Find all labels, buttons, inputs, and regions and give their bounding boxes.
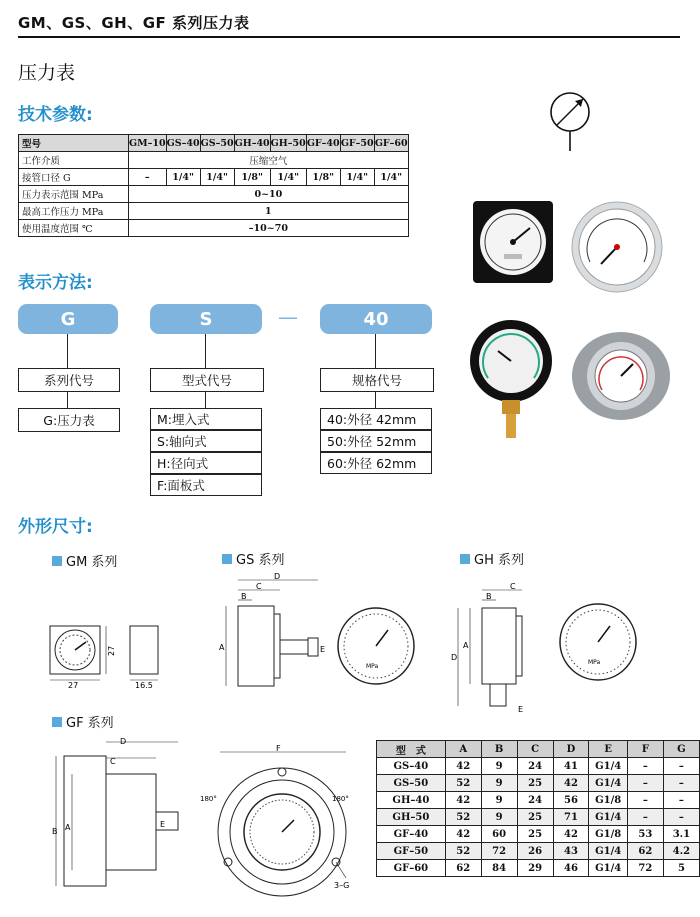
connector-line xyxy=(375,391,376,408)
dimension-label: B xyxy=(52,827,58,836)
notation-code-type: S xyxy=(150,304,262,334)
gm-height-label: 27 xyxy=(107,645,116,656)
dimension-label: E xyxy=(518,705,524,714)
dimension-table xyxy=(376,740,700,877)
pressure-gauge-symbol-icon xyxy=(545,85,605,155)
dimension-label: D xyxy=(274,572,281,581)
dimension-label: A xyxy=(219,643,225,652)
gs-series-label: GS 系列 xyxy=(222,549,284,568)
table-row: GS–40 42 9 24 41 G1/4 – – xyxy=(377,758,700,775)
series-code-item: G:压力表 xyxy=(18,408,120,432)
table-row: GS–50 52 9 25 42 G1/4 – – xyxy=(377,775,700,792)
gm-gauge-photo xyxy=(472,200,554,284)
dimension-label: 180° xyxy=(332,795,349,803)
table-row: GF–40 42 60 25 42 G1/8 53 3.1 xyxy=(377,826,700,843)
table-row: GF–60 62 84 29 46 G1/4 72 5 xyxy=(377,860,700,877)
type-code-item: M:埋入式 xyxy=(150,408,262,430)
dimension-label: B xyxy=(486,592,492,601)
gs-dimension-drawing xyxy=(216,572,416,702)
gm-series-label: GM 系列 xyxy=(52,551,117,570)
size-code-item: 60:外径 62mm xyxy=(320,452,432,474)
size-code-label: 规格代号 xyxy=(320,368,434,392)
spec-row-max-pressure: 最高工作压力 MPa 1 xyxy=(19,203,409,220)
section-heading-tech-params: 技术参数: xyxy=(18,105,93,125)
dimension-label: C xyxy=(510,582,516,591)
gf-side-dimension-drawing xyxy=(52,734,202,904)
dimension-label: 180° xyxy=(200,795,217,803)
marker-square-icon xyxy=(52,556,62,566)
notation-code-size: 40 xyxy=(320,304,432,334)
section-heading-dimensions: 外形尺寸: xyxy=(18,517,93,537)
dimension-label: E xyxy=(320,645,326,654)
type-code-item: F:面板式 xyxy=(150,474,262,496)
gm-width-label: 27 xyxy=(68,681,79,690)
spec-row-range: 压力表示范围 MPa 0~10 xyxy=(19,186,409,203)
dimension-label: A xyxy=(65,823,71,832)
gs-gauge-photo xyxy=(568,200,666,294)
connector-line xyxy=(205,391,206,408)
connector-line xyxy=(67,334,68,368)
dimension-label: C xyxy=(110,757,116,766)
spec-row-medium: 工作介质 压缩空气 xyxy=(19,152,409,169)
document-title: GM、GS、GH、GF 系列压力表 xyxy=(18,14,250,32)
type-code-label: 型式代号 xyxy=(150,368,264,392)
gm-depth-label: 16.5 xyxy=(135,681,153,690)
marker-square-icon xyxy=(222,554,232,564)
dimension-label: B xyxy=(241,592,247,601)
header-rule xyxy=(18,36,680,38)
type-code-item: S:轴向式 xyxy=(150,430,262,452)
spec-row-models: 型号 GM–10 GS–40 GS–50 GH–40 GH–50 GF–40 GF–50 GF–60 xyxy=(19,135,409,152)
marker-square-icon xyxy=(460,554,470,564)
notation-dash: — xyxy=(278,305,298,329)
page-heading: 压力表 xyxy=(18,62,76,84)
dimension-label: F xyxy=(276,744,281,753)
section-heading-notation: 表示方法: xyxy=(18,273,93,293)
gh-gauge-photo xyxy=(468,318,554,442)
table-row: GH–40 42 9 24 56 G1/8 – – xyxy=(377,792,700,809)
marker-square-icon xyxy=(52,717,62,727)
size-code-item: 50:外径 52mm xyxy=(320,430,432,452)
connector-line xyxy=(205,334,206,368)
notation-code-series: G xyxy=(18,304,118,334)
dimension-label: A xyxy=(463,641,469,650)
connector-line xyxy=(67,391,68,408)
gf-gauge-photo xyxy=(570,318,672,430)
dimension-label: E xyxy=(160,820,166,829)
spec-row-port: 接管口径 G – 1/4" 1/4" 1/8" 1/4" 1/8" 1/4" 1/4" xyxy=(19,169,409,186)
spec-table xyxy=(18,134,409,237)
gh-series-label: GH 系列 xyxy=(460,549,524,568)
gf-series-label: GF 系列 xyxy=(52,712,114,731)
connector-line xyxy=(375,334,376,368)
type-code-item: H:径向式 xyxy=(150,452,262,474)
gf-front-dimension-drawing xyxy=(196,744,368,904)
gm-dimension-drawing xyxy=(36,614,206,690)
spec-row-temperature: 使用温度范围 ℃ –10~70 xyxy=(19,220,409,237)
dimension-label: 3–G xyxy=(334,881,350,890)
table-row: GH–50 52 9 25 71 G1/4 – – xyxy=(377,809,700,826)
gh-dimension-drawing xyxy=(448,580,648,720)
size-code-item: 40:外径 42mm xyxy=(320,408,432,430)
dimension-label: C xyxy=(256,582,262,591)
dimension-label: D xyxy=(451,653,458,662)
series-code-label: 系列代号 xyxy=(18,368,120,392)
dimension-label: MPa xyxy=(366,663,379,670)
dimension-label: D xyxy=(120,737,127,746)
dim-table-header: 型 式 A B C D E F G xyxy=(377,741,700,758)
dimension-label: MPa xyxy=(588,659,601,666)
table-row: GF–50 52 72 26 43 G1/4 62 4.2 xyxy=(377,843,700,860)
